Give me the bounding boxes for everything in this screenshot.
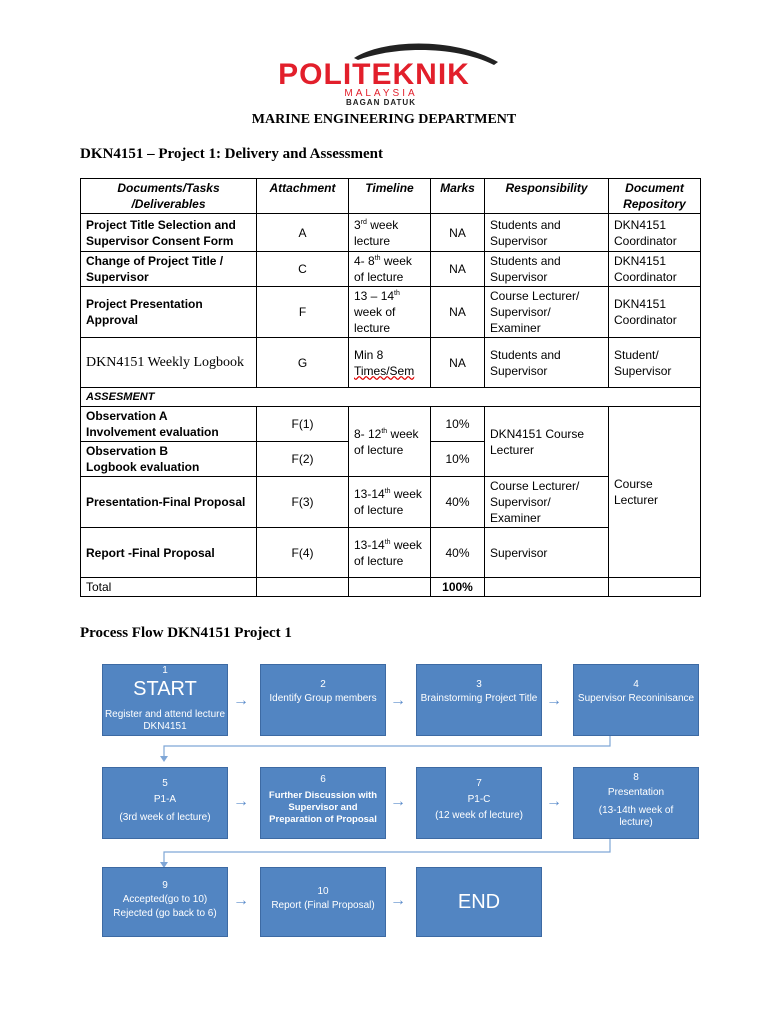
arrow-right-icon: → <box>233 892 249 909</box>
flow-step-6: 6 Further Discussion with Supervisor and Preparation of Proposal <box>260 767 386 839</box>
task-cell: Observation A Involvement evaluation <box>81 407 257 442</box>
attachment-cell: F(2) <box>257 442 349 477</box>
flow-step-5: 5 P1-A (3rd week of lecture) <box>102 767 228 839</box>
attachment-cell: F(3) <box>257 477 349 528</box>
arrow-right-icon: → <box>390 892 406 909</box>
flow-step-10: 10 Report (Final Proposal) <box>260 867 386 937</box>
task-cell: Project Title Selection and Supervisor Consent Form <box>81 214 257 252</box>
arrow-right-icon: → <box>390 793 406 810</box>
task-cell: DKN4151 Weekly Logbook <box>81 338 257 388</box>
header-attachment: Attachment <box>257 179 349 214</box>
timeline-cell: 8- 12th week of lecture <box>349 407 431 477</box>
header-marks: Marks <box>431 179 485 214</box>
timeline-cell: 13-14th week of lecture <box>349 477 431 528</box>
flow-step-4: 4 Supervisor Reconinisance <box>573 664 699 736</box>
flow-step-end: END <box>416 867 542 937</box>
responsibility-cell: Students and Supervisor <box>485 252 609 287</box>
total-label: Total <box>81 578 257 597</box>
marks-cell: 40% <box>431 477 485 528</box>
task-cell: Project Presentation Approval <box>81 287 257 338</box>
responsibility-cell: DKN4151 Course Lecturer <box>485 407 609 477</box>
flow-step-3: 3 Brainstorming Project Title <box>416 664 542 736</box>
marks-cell: 10% <box>431 442 485 477</box>
flow-step-9: 9 Accepted(go to 10) Rejected (go back to 6) <box>102 867 228 937</box>
responsibility-cell: Course Lecturer/ Supervisor/ Examiner <box>485 477 609 528</box>
repository-cell: DKN4151 Coordinator <box>609 214 701 252</box>
task-cell: Observation B Logbook evaluation <box>81 442 257 477</box>
department-name: MARINE ENGINEERING DEPARTMENT <box>251 112 517 127</box>
repository-cell: Course Lecturer <box>609 407 701 578</box>
attachment-cell: C <box>257 252 349 287</box>
marks-cell: NA <box>431 252 485 287</box>
task-cell: Report -Final Proposal <box>81 528 257 578</box>
marks-cell: NA <box>431 287 485 338</box>
responsibility-cell: Students and Supervisor <box>485 338 609 388</box>
timeline-cell: Min 8 Times/Sem <box>349 338 431 388</box>
timeline-cell: 3rd week lecture <box>349 214 431 252</box>
attachment-cell: F <box>257 287 349 338</box>
responsibility-cell: Course Lecturer/ Supervisor/ Examiner <box>485 287 609 338</box>
arrow-right-icon: → <box>390 692 406 709</box>
header-repository: Document Repository <box>609 179 701 214</box>
flow-step-8: 8 Presentation (13-14th week of lecture) <box>573 767 699 839</box>
arrow-right-icon: → <box>546 793 562 810</box>
responsibility-cell: Students and Supervisor <box>485 214 609 252</box>
marks-cell: 40% <box>431 528 485 578</box>
header-tasks: Documents/Tasks /Deliverables <box>81 179 257 214</box>
repository-cell: Student/ Supervisor <box>609 338 701 388</box>
arrow-right-icon: → <box>233 793 249 810</box>
marks-cell: NA <box>431 214 485 252</box>
marks-cell: 10% <box>431 407 485 442</box>
repository-cell: DKN4151 Coordinator <box>609 252 701 287</box>
assessment-label: ASSESMENT <box>81 388 701 407</box>
arrow-right-icon: → <box>233 692 249 709</box>
flow-step-2: 2 Identify Group members <box>260 664 386 736</box>
timeline-cell: 4- 8th week of lecture <box>349 252 431 287</box>
attachment-cell: F(4) <box>257 528 349 578</box>
process-flow-title: Process Flow DKN4151 Project 1 <box>80 625 292 641</box>
timeline-cell: 13 – 14th week of lecture <box>349 287 431 338</box>
arrow-right-icon: → <box>546 692 562 709</box>
task-cell: Presentation-Final Proposal <box>81 477 257 528</box>
repository-cell: DKN4151 Coordinator <box>609 287 701 338</box>
marks-cell: NA <box>431 338 485 388</box>
timeline-cell: 13-14th week of lecture <box>349 528 431 578</box>
attachment-cell: A <box>257 214 349 252</box>
attachment-cell: G <box>257 338 349 388</box>
svg-text:MALAYSIA: MALAYSIA <box>344 88 418 99</box>
flow-step-7: 7 P1-C (12 week of lecture) <box>416 767 542 839</box>
document-title: DKN4151 – Project 1: Delivery and Assessment <box>80 146 384 162</box>
logo-wordmark: POLITEKNIK <box>278 58 470 91</box>
svg-text:BAGAN DATUK: BAGAN DATUK <box>346 98 416 106</box>
responsibility-cell: Supervisor <box>485 528 609 578</box>
flow-step-1-start: 1 START Register and attend lecture DKN4151 <box>102 664 228 736</box>
task-cell: Change of Project Title / Supervisor <box>81 252 257 287</box>
total-marks: 100% <box>431 578 485 597</box>
header-responsibility: Responsibility <box>485 179 609 214</box>
header-timeline: Timeline <box>349 179 431 214</box>
attachment-cell: F(1) <box>257 407 349 442</box>
